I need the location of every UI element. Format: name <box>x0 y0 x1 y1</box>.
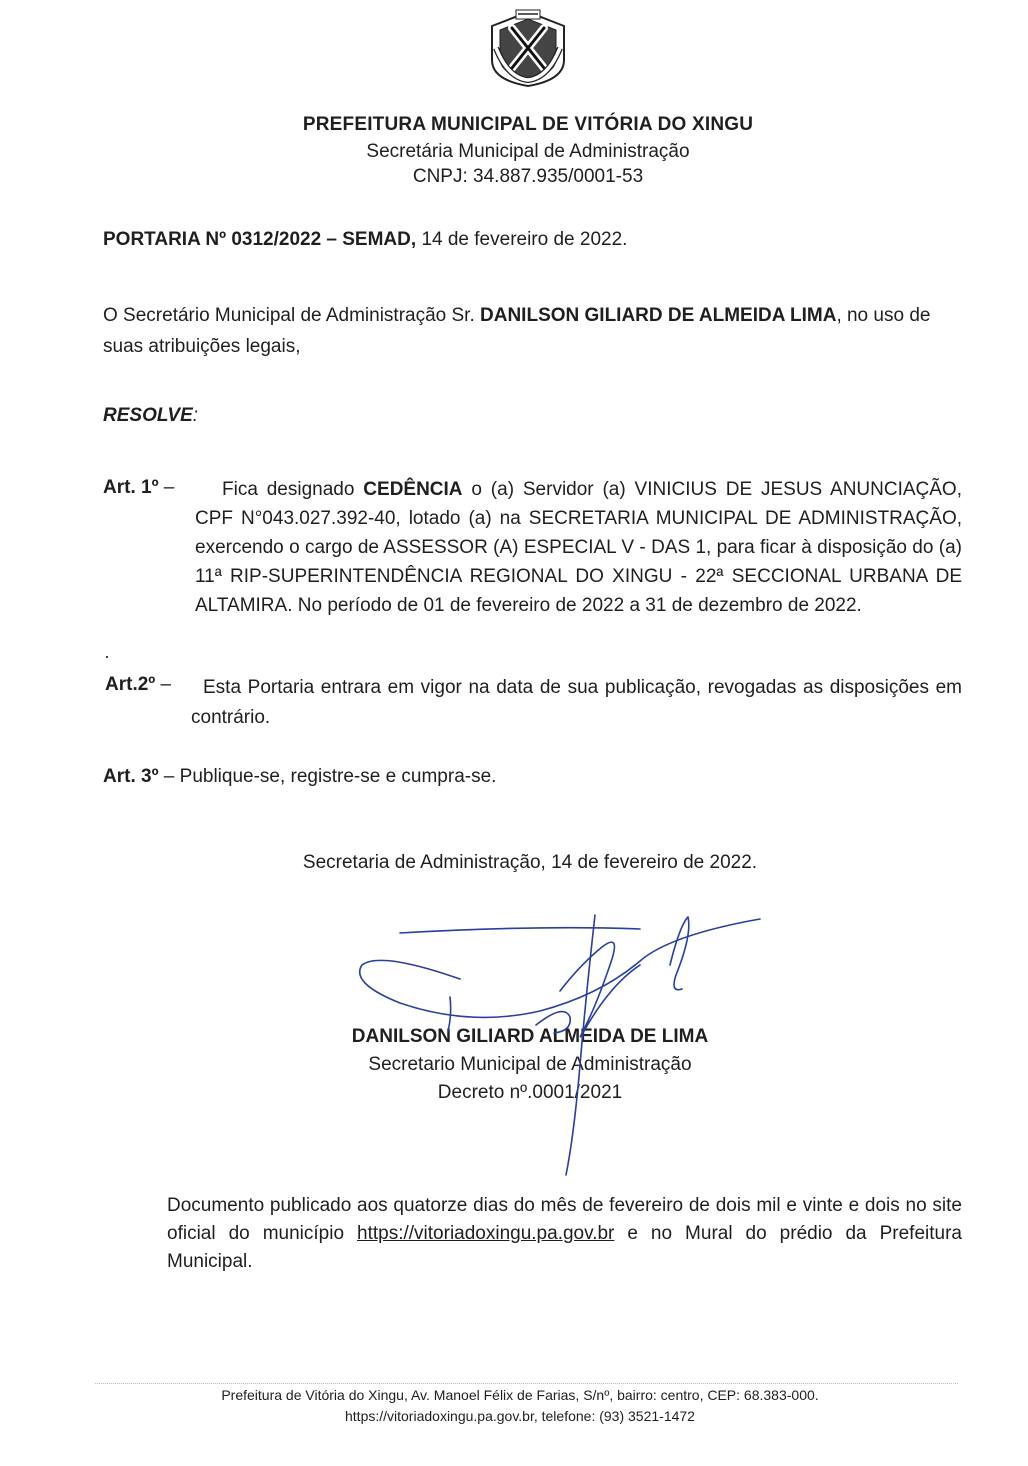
article-2-content: Esta Portaria entrara em vigor na data de sua publicação, revogadas as disposições em contrário. <box>191 677 962 728</box>
article-3-content: – Publique-se, registre-se e cumpra-se. <box>158 766 497 787</box>
article-1-label <box>103 477 174 499</box>
article-3-number: Art. 3º <box>103 766 159 787</box>
article-1-dash: – <box>158 477 175 498</box>
intro-paragraph <box>103 300 963 362</box>
portaria-date: 14 de fevereiro de 2022. <box>416 229 628 250</box>
article-1-text-start: Fica designado <box>222 479 364 500</box>
closing-place-date: Secretaria de Administração, 14 de fevereiro de 2022. <box>302 852 758 873</box>
article-2-text <box>191 673 962 733</box>
official-site-link[interactable]: https://vitoriadoxingu.pa.gov.br <box>357 1223 615 1244</box>
resolve-label: RESOLVE <box>103 405 193 426</box>
resolve-colon: : <box>192 405 199 426</box>
article-1-number: Art. 1º <box>103 477 159 498</box>
signatory-role: Secretario Municipal de Administração <box>368 1054 692 1075</box>
intro-text-start: O Secretário Municipal de Administração Sr. <box>103 305 481 326</box>
portaria-number: PORTARIA Nº 0312/2022 – SEMAD, <box>103 229 417 250</box>
article-2-number: Art.2º <box>105 674 156 695</box>
department-subtitle: Secretária Municipal de Administração <box>366 141 690 162</box>
footer-divider <box>95 1383 958 1384</box>
resolve-heading <box>103 405 198 427</box>
municipal-seal-logo <box>478 8 578 88</box>
publication-text-start: Documento publicado aos quatorze dias do mês de fevereiro de dois mil e vinte e dois no site oficial do município <box>167 1195 962 1244</box>
signatory-name: DANILSON GILIARD ALMEIDA DE LIMA <box>351 1026 709 1047</box>
article-1-text <box>195 475 962 620</box>
article-2-dash: – <box>155 674 172 695</box>
article-1-highlight: CEDÊNCIA <box>363 479 463 500</box>
footer-address: Prefeitura de Vitória do Xingu, Av. Manoel Félix de Farias, S/nº, bairro: centro, CEP: 68.383-000. <box>221 1387 819 1403</box>
portaria-heading <box>103 229 627 251</box>
publication-text-end: e no Mural do prédio da Prefeitura Municipal. <box>167 1223 962 1272</box>
secretary-name: DANILSON GILIARD DE ALMEIDA LIMA <box>480 305 837 326</box>
publication-note <box>167 1192 962 1276</box>
article-3 <box>103 766 496 788</box>
intro-text-end: , no uso de suas atribuições legais, <box>103 305 931 357</box>
scan-dot <box>106 656 108 658</box>
institution-title: PREFEITURA MUNICIPAL DE VITÓRIA DO XINGU <box>302 114 754 135</box>
footer-contact: https://vitoriadoxingu.pa.gov.br, telefone: (93) 3521-1472 <box>345 1408 695 1424</box>
article-1-text-rest: o (a) Servidor (a) VINICIUS DE JESUS ANUNCIAÇÃO, CPF N°043.027.392-40, lotado (a) na SECRETARIA MUNICIPAL DE ADMINISTRAÇÃO, exercendo o cargo de ASSESSOR (A) ESPECIAL V - DAS 1, para ficar à disposição do (a) 11ª RIP-SUPERINTENDÊNCIA REGIONAL DO XINGU - 22ª SECCIONAL URBANA DE ALTAMIRA. No período de 01 de fevereiro de 2022 a 31 de dezembro de 2022. <box>195 479 962 616</box>
handwritten-signature <box>340 905 770 1195</box>
cnpj-number: CNPJ: 34.887.935/0001-53 <box>412 166 644 187</box>
article-2-label <box>105 674 171 696</box>
signatory-decree: Decreto nº.0001/2021 <box>437 1082 623 1103</box>
